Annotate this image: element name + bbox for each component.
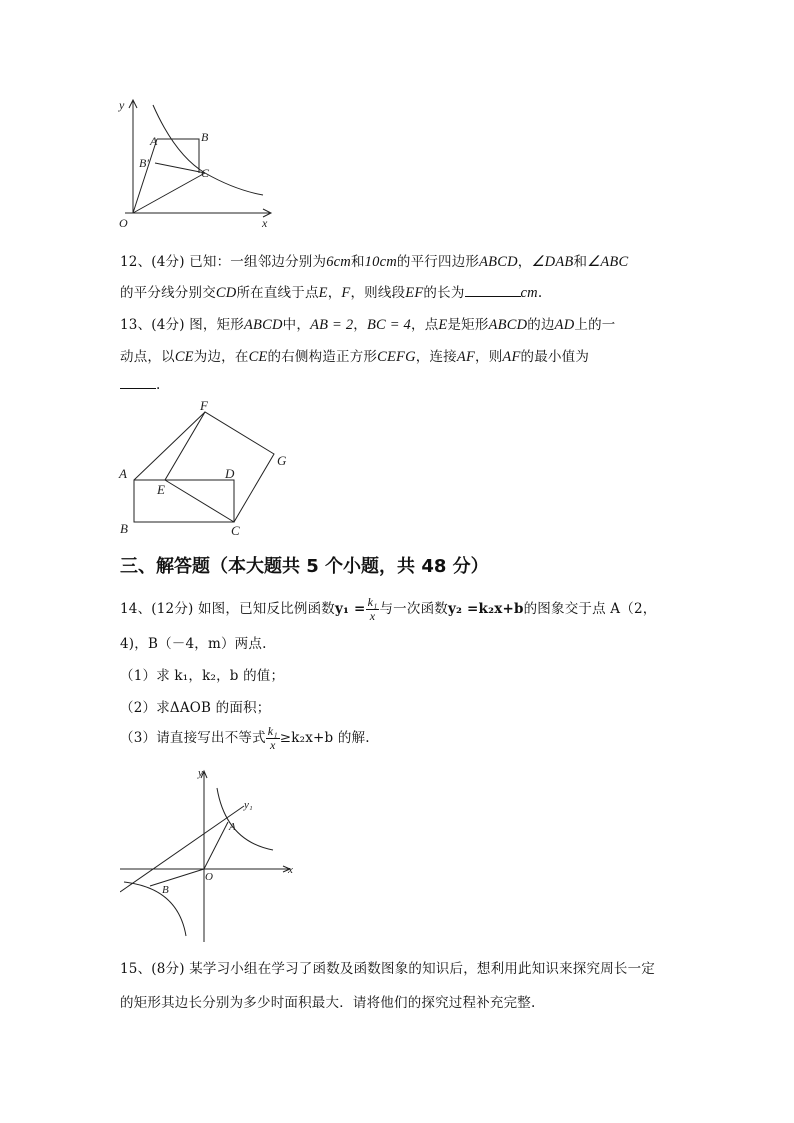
q14-line-1: 14、(12分) 如图，已知反比例函数y₁ = $\frac{\text{k₁}}{x}$ 与一次函数y₂ =k₂x+b的图象交于点 A（2， [120,595,657,623]
hyperbola-branch-2 [124,882,186,936]
label-c: C [231,523,240,538]
label-a: A [119,466,127,481]
line-oa [204,822,228,869]
square-cefg [165,412,274,522]
figure-2-geometry [115,398,305,543]
label-d: D [225,466,235,481]
label-e: E [157,482,165,497]
label-a: A [229,821,236,833]
label-o: O [119,216,128,230]
q12-line-1: 12、(4分) 已知：一组邻边分别为6cm和10cm的平行四边形ABCD，∠DAB和∠ABC [120,254,629,270]
label-g: G [277,453,287,468]
section-heading: 三、解答题（本大题共 5 个小题，共 48 分） [120,556,489,577]
label-y: y [198,767,203,779]
q13-line-2: 动点，以CE为边，在CE的右侧构造正方形CEFG，连接AF，则AF的最小值为 [120,349,590,365]
q14-sub-2: （2）求ΔAOB 的面积； [120,700,271,716]
label-x: x [288,864,293,876]
fraction-k1-over-x: $\frac{\text{k₁}}{x}$ [367,595,378,623]
label-a: A [150,134,158,148]
label-b: B [201,130,209,144]
label-y1: y₁ [244,799,253,811]
q13-line-3: . [120,376,161,393]
q14-sub-1: （1）求 k₁，k₂，b 的值； [120,668,285,684]
line-ob [150,869,204,886]
label-f: F [200,398,208,413]
figure-3-graph [120,766,300,942]
figure-1-graph [115,95,285,235]
q14-sub-3: （3）请直接写出不等式 $\frac{\text{k₁}}{x}$ ≥k₂x+b 的解. [120,724,370,752]
line-y2 [120,806,244,892]
q13-line-1: 13、(4分) 图，矩形ABCD中，AB = 2，BC = 4，点E是矩形ABCD的边AD上的一 [120,317,616,333]
answer-blank [465,284,521,297]
rectangle-abcd [134,480,234,522]
q15-line-1: 15、(8分) 某学习小组在学习了函数及函数图象的知识后，想利用此知识来探究周长一定 [120,961,655,977]
label-b-prime: B′ [139,156,149,170]
label-o: O [205,871,213,883]
fraction-k1-over-x: $\frac{\text{k₁}}{x}$ [267,724,278,752]
label-y: y [119,98,125,112]
answer-blank [120,376,156,389]
hyperbola-curve [153,105,263,195]
q15-line-2: 的矩形其边长分别为多少时面积最大．请将他们的探究过程补充完整. [120,995,536,1011]
label-c: C [201,166,210,180]
label-b: B [120,521,128,536]
q14-line-2: 4)，B（－4，m）两点. [120,636,267,652]
label-b: B [162,884,169,896]
label-x: x [262,216,268,230]
q12-line-2: 的平分线分别交CD所在直线于点E，F，则线段EF的长为 cm. [120,285,543,301]
line-af [134,412,205,480]
